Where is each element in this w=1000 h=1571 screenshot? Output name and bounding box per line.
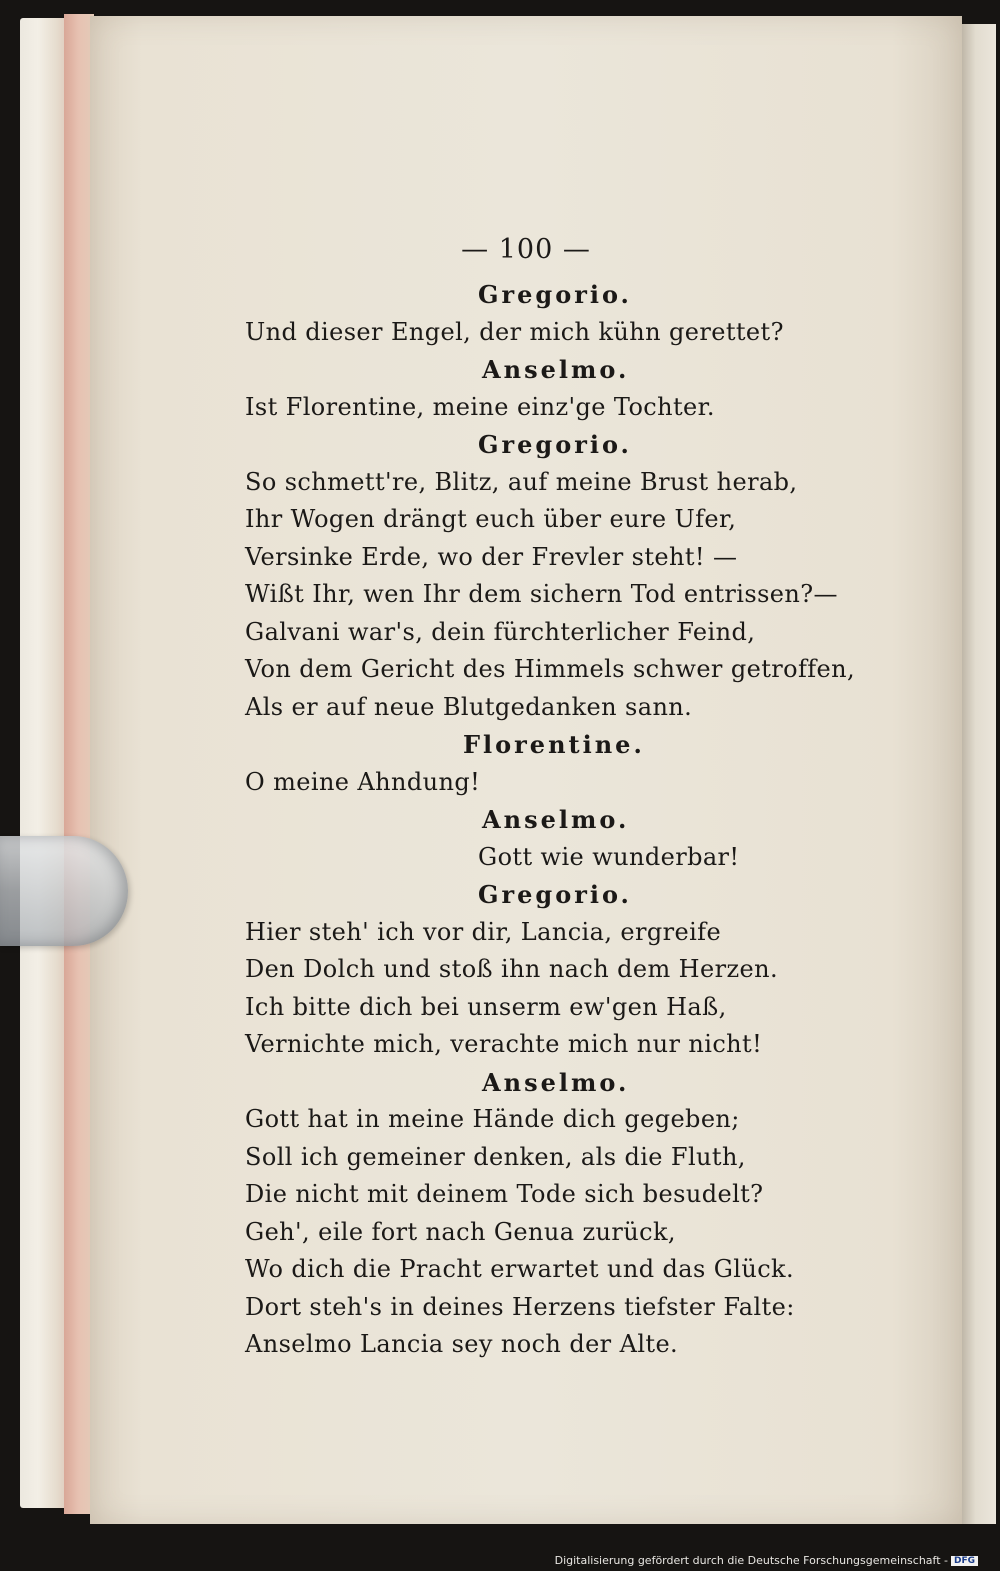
verse-line: Geh', eile fort nach Genua zurück, — [245, 1217, 676, 1246]
verse-line: Ich bitte dich bei unserm ew'gen Haß, — [245, 992, 727, 1021]
verse-line: Als er auf neue Blutgedanken sann. — [245, 692, 693, 721]
speaker-name: Gregorio. — [478, 880, 632, 909]
verse-line: Ihr Wogen drängt euch über eure Ufer, — [245, 505, 737, 533]
verse-line: So schmett're, Blitz, auf meine Brust herab, — [245, 467, 798, 496]
speaker-name: Gregorio. — [478, 430, 632, 459]
footer-text: Digitalisierung gefördert durch die Deutsche Forschungsgemeinschaft - — [554, 1554, 948, 1567]
verse-line: Versinke Erde, wo der Frevler steht! — — [245, 542, 738, 571]
verse-line: Dort steh's in deines Herzens tiefster Falte: — [245, 1292, 795, 1321]
next-page-edge — [962, 24, 996, 1524]
verse-line: Wo dich die Pracht erwartet und das Glück. — [245, 1255, 795, 1283]
verse-line: Ist Florentine, meine einz'ge Tochter. — [245, 392, 715, 421]
speaker-name: Anselmo. — [482, 355, 630, 384]
verse-line: Gott hat in meine Hände dich gegeben; — [245, 1105, 740, 1133]
verse-line: Den Dolch und stoß ihn nach dem Herzen. — [245, 955, 779, 983]
verse-line: Soll ich gemeiner denken, als die Fluth, — [245, 1142, 746, 1171]
verse-line: Und dieser Engel, der mich kühn gerettet? — [245, 317, 784, 346]
speaker-name: Anselmo. — [482, 805, 630, 834]
verse-text-block — [245, 276, 885, 1364]
dfg-logo: DFG — [951, 1556, 978, 1566]
verse-line: Gott wie wunderbar! — [478, 842, 740, 871]
digitization-footer — [555, 1554, 978, 1567]
page-number: — 100 — — [461, 234, 591, 265]
verse-line: Die nicht mit deinem Tode sich besudelt? — [245, 1180, 764, 1208]
verse-line: Wißt Ihr, wen Ihr dem sichern Tod entrissen?— — [245, 580, 838, 608]
speaker-name: Anselmo. — [482, 1067, 630, 1097]
glass-page-weight — [0, 836, 128, 946]
speaker-name: Gregorio. — [478, 280, 632, 309]
book-page — [90, 16, 962, 1524]
verse-line: Vernichte mich, verachte mich nur nicht! — [245, 1030, 763, 1058]
verse-line: O meine Ahndung! — [245, 767, 481, 796]
verse-line: Hier steh' ich vor dir, Lancia, ergreife — [245, 917, 722, 946]
verse-line: Von dem Gericht des Himmels schwer getroffen, — [245, 655, 856, 683]
verse-line: Anselmo Lancia sey noch der Alte. — [245, 1330, 679, 1358]
speaker-name: Florentine. — [463, 730, 645, 759]
verse-line: Galvani war's, dein fürchterlicher Feind, — [245, 617, 756, 646]
